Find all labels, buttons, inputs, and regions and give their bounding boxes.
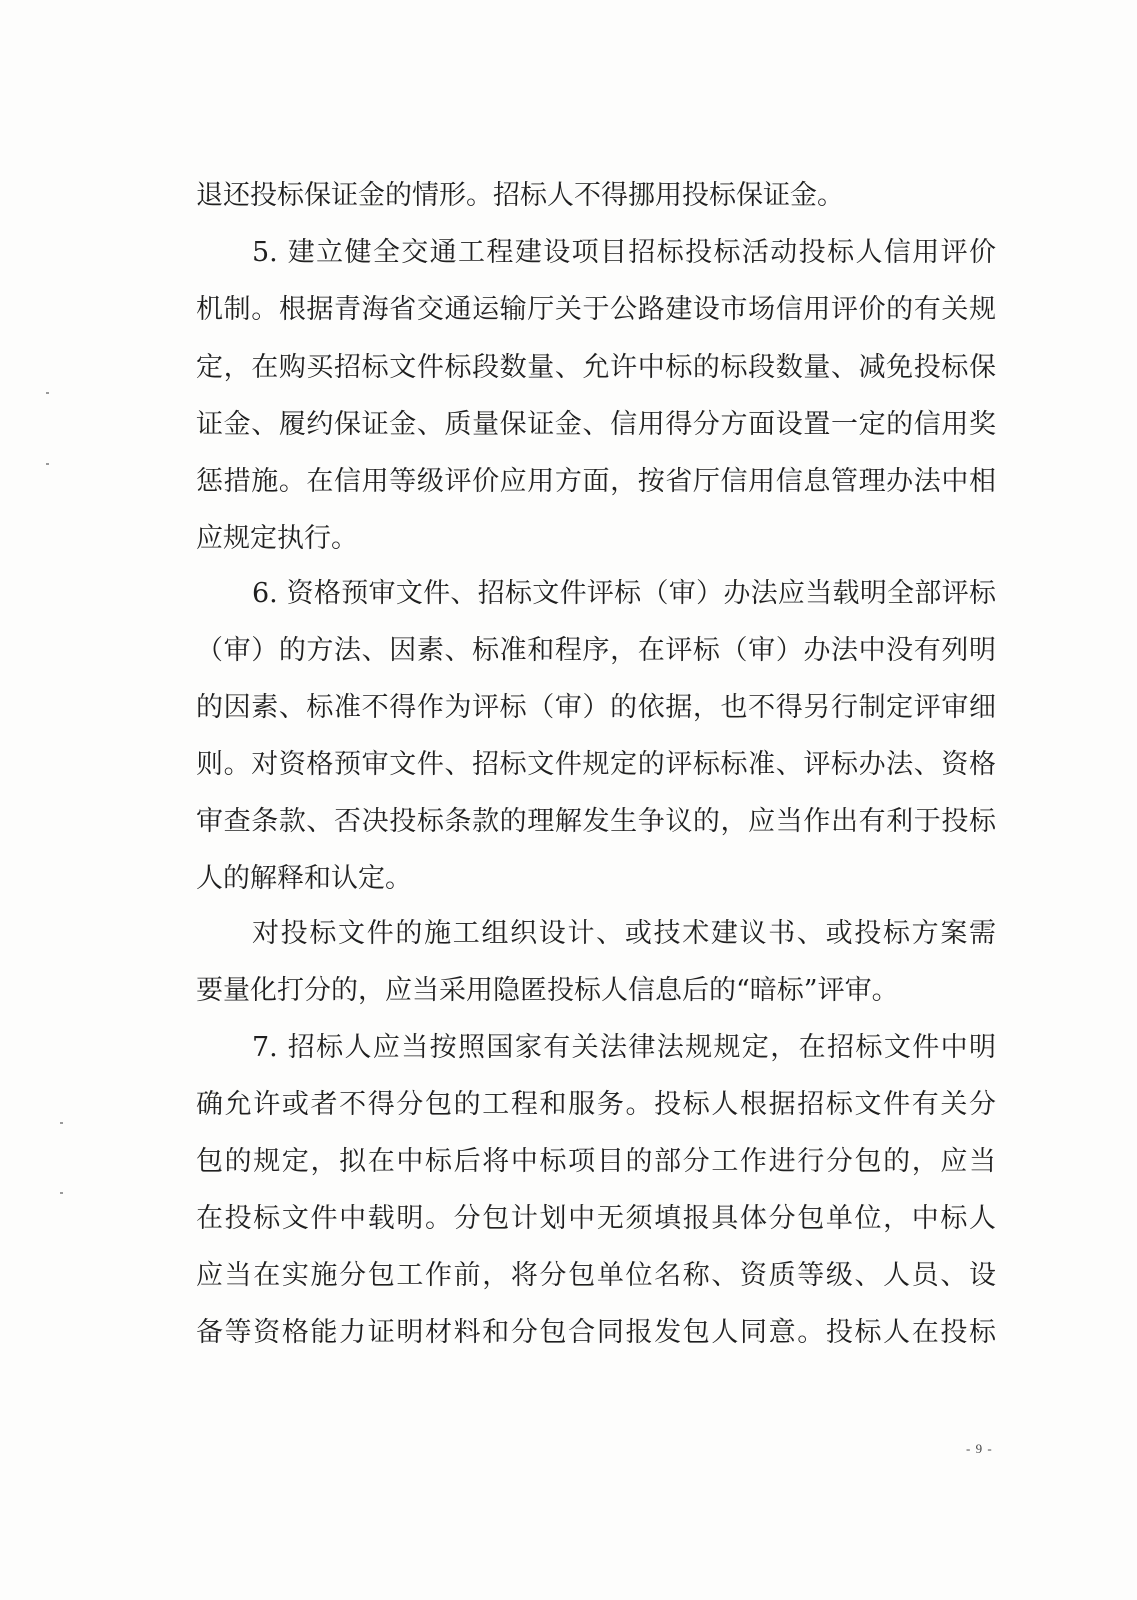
text-line: 的因素、标准不得作为评标（审）的依据，也不得另行制定评审细 [196, 692, 996, 723]
text-line: 包的规定，拟在中标后将中标项目的部分工作进行分包的，应当 [196, 1146, 996, 1177]
paragraph-7-line: 7. 招标人应当按照国家有关法律法规规定，在招标文件中明 [252, 1032, 996, 1063]
text-line: （审）的方法、因素、标准和程序，在评标（审）办法中没有列明 [196, 635, 996, 666]
text-line: 机制。根据青海省交通运输厅关于公路建设市场信用评价的有关规 [196, 294, 996, 325]
text-line: 备等资格能力证明材料和分包合同报发包人同意。投标人在投标 [196, 1317, 996, 1348]
scan-speck [46, 392, 49, 394]
scan-speck [60, 1122, 63, 1124]
text-line: 惩措施。在信用等级评价应用方面，按省厅信用信息管理办法中相 [196, 466, 996, 497]
paragraph-line: 对投标文件的施工组织设计、或技术建议书、或投标方案需 [252, 918, 996, 949]
text-line: 定，在购买招标文件标段数量、允许中标的标段数量、减免投标保 [196, 352, 996, 383]
paragraph-5-line: 5. 建立健全交通工程建设项目招标投标活动投标人信用评价 [252, 237, 996, 268]
text-line: 在投标文件中载明。分包计划中无须填报具体分包单位，中标人 [196, 1203, 996, 1234]
text-line: 审查条款、否决投标条款的理解发生争议的，应当作出有利于投标 [196, 806, 996, 837]
text-line: 人的解释和认定。 [196, 863, 412, 894]
paragraph-6-line: 6. 资格预审文件、招标文件评标（审）办法应当载明全部评标 [252, 578, 996, 609]
text-line: 退还投标保证金的情形。招标人不得挪用投标保证金。 [196, 180, 844, 211]
text-line: 应规定执行。 [196, 523, 358, 554]
text-line: 确允许或者不得分包的工程和服务。投标人根据招标文件有关分 [196, 1089, 996, 1120]
text-line: 应当在实施分包工作前，将分包单位名称、资质等级、人员、设 [196, 1260, 996, 1291]
text-line: 则。对资格预审文件、招标文件规定的评标标准、评标办法、资格 [196, 749, 996, 780]
text-line: 证金、履约保证金、质量保证金、信用得分方面设置一定的信用奖 [196, 409, 996, 440]
text-line: 要量化打分的，应当采用隐匿投标人信息后的“暗标”评审。 [196, 975, 899, 1006]
page-number: - 9 - [966, 1441, 993, 1456]
scan-speck [46, 463, 49, 465]
scan-speck [60, 1192, 63, 1194]
